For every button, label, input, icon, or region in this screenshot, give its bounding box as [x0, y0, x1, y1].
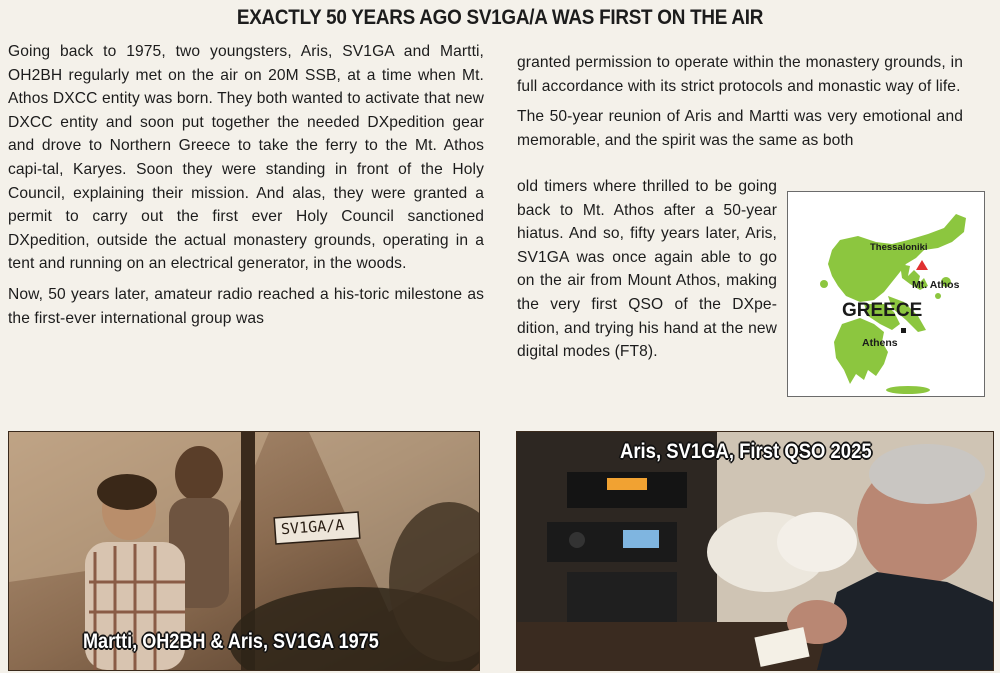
paragraph-first-qso: old timers where thrilled to be going back to Mt. Athos after a 50-year hiatus. And so, fifty years later, Aris, SV1GA was once again able to go on the air from Mount Athos, making the very first QSO of the DXpe-dition, and trying his hand at the new digital modes (FT8).: [517, 178, 777, 361]
map-label-thessaloniki: Thessaloniki: [870, 242, 928, 253]
map-label-greece: GREECE: [842, 300, 923, 321]
photo-1975-caption: Martti, OH2BH & Aris, SV1GA 1975: [83, 630, 379, 653]
right-column-top: [517, 51, 963, 159]
paragraph-permission: granted permission to operate within the monastery grounds, in full accordance with its strict protocols and monastic way of life.: [517, 54, 963, 95]
photo-2025-caption: Aris, SV1GA, First QSO 2025: [620, 440, 872, 463]
callsign-sign: SV1GA/A: [280, 515, 345, 539]
photo-1975-tent: [8, 431, 480, 671]
greece-map: [787, 191, 985, 397]
greece-map-graphic: [788, 192, 984, 396]
map-island: [820, 280, 828, 288]
map-label-mt-athos: Mt. Athos: [912, 279, 960, 291]
map-island-crete: [886, 386, 930, 394]
photo-2025-operator: [516, 431, 994, 671]
paragraph-history: Going back to 1975, two youngsters, Aris, SV1GA and Martti, OH2BH regularly met on the air on 20M SSB, at a time when Mt. Athos DXCC entity was born. They both wanted to activate that new DXCC entity and soon put together the needed DXpedition gear and drove to Northern Greece to take the ferry to the Mt. Athos capi-tal, Karyes. Soon they were standing in front of the Holy Council, explaining their mission. And alas, they were granted a permit to carry out the first ever Holy Council sanctioned DXpedition, outside the actual monastery grounds, operating in a tent and running on an electrical generator, in the woods.: [8, 43, 484, 273]
paragraph-milestone: Now, 50 years later, amateur radio reached a his-toric milestone as the first-ever international group was: [8, 285, 484, 327]
athens-marker: [901, 328, 906, 333]
photo-2025-scene: [517, 432, 993, 670]
left-column: [8, 40, 484, 337]
map-island: [935, 293, 941, 299]
mt-athos-marker: [916, 260, 928, 270]
map-land-peloponnese: [834, 318, 888, 384]
paragraph-reunion: The 50-year reunion of Aris and Martti was very emotional and memorable, and the spirit was the same as both: [517, 108, 963, 149]
right-column-narrow: [517, 175, 777, 364]
map-label-athens: Athens: [862, 337, 898, 349]
article-headline: EXACTLY 50 YEARS AGO SV1GA/A WAS FIRST ON THE AIR: [236, 6, 764, 29]
